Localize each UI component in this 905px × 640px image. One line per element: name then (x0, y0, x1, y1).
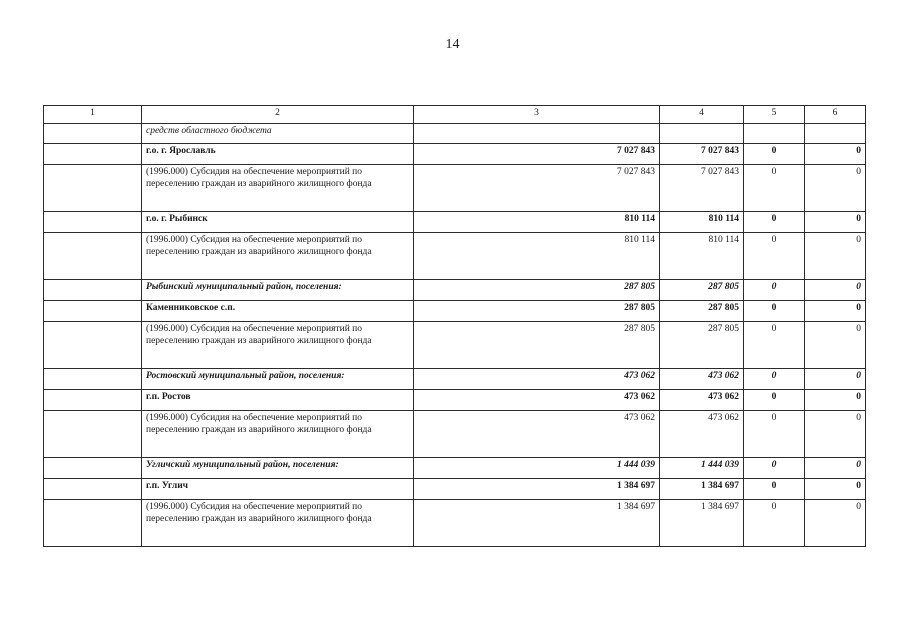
row-number-cell (44, 212, 142, 233)
amount-cell: 0 (744, 411, 805, 458)
row-name-cell: (1996.000) Субсидия на обеспечение мероприятий по переселению граждан из аварийного жилищного фонда (142, 411, 414, 458)
amount-cell: 0 (805, 280, 866, 301)
amount-cell: 1 444 039 (414, 458, 660, 479)
amount-cell: 0 (744, 369, 805, 390)
row-number-cell (44, 233, 142, 280)
amount-cell: 0 (805, 369, 866, 390)
amount-cell: 0 (744, 212, 805, 233)
row-name-cell: г.п. Ростов (142, 390, 414, 411)
amount-cell (805, 124, 866, 144)
amount-cell: 0 (805, 144, 866, 165)
row-number-cell (44, 500, 142, 547)
amount-cell: 7 027 843 (660, 144, 744, 165)
amount-cell: 287 805 (660, 322, 744, 369)
table-row (44, 411, 866, 458)
amount-cell (660, 124, 744, 144)
amount-cell: 0 (805, 212, 866, 233)
amount-cell: 0 (744, 390, 805, 411)
row-number-cell (44, 280, 142, 301)
amount-cell: 0 (744, 301, 805, 322)
table-row (44, 500, 866, 547)
amount-cell: 0 (744, 500, 805, 547)
row-name-cell: г.о. г. Рыбинск (142, 212, 414, 233)
amount-cell: 1 384 697 (660, 500, 744, 547)
amount-cell: 1 384 697 (414, 479, 660, 500)
table-row (44, 458, 866, 479)
column-header: 6 (805, 106, 866, 124)
amount-cell: 0 (805, 322, 866, 369)
table-header-row (44, 106, 866, 124)
amount-cell: 810 114 (660, 233, 744, 280)
amount-cell: 0 (805, 458, 866, 479)
amount-cell: 0 (805, 233, 866, 280)
amount-cell: 1 444 039 (660, 458, 744, 479)
amount-cell: 0 (805, 500, 866, 547)
amount-cell: 810 114 (660, 212, 744, 233)
table-row (44, 165, 866, 212)
row-number-cell (44, 458, 142, 479)
column-header: 3 (414, 106, 660, 124)
amount-cell: 287 805 (414, 301, 660, 322)
row-number-cell (44, 369, 142, 390)
table-row (44, 233, 866, 280)
table-row (44, 479, 866, 500)
row-name-cell: Рыбинский муниципальный район, поселения: (142, 280, 414, 301)
table-row (44, 390, 866, 411)
row-name-cell: средств областного бюджета (142, 124, 414, 144)
amount-cell: 0 (744, 144, 805, 165)
table-row (44, 301, 866, 322)
row-name-cell: г.п. Углич (142, 479, 414, 500)
amount-cell: 0 (744, 280, 805, 301)
amount-cell: 7 027 843 (414, 144, 660, 165)
row-name-cell: г.о. г. Ярославль (142, 144, 414, 165)
amount-cell: 473 062 (414, 390, 660, 411)
row-name-cell: Угличский муниципальный район, поселения: (142, 458, 414, 479)
amount-cell: 473 062 (660, 369, 744, 390)
row-number-cell (44, 301, 142, 322)
amount-cell: 0 (805, 479, 866, 500)
row-name-cell: (1996.000) Субсидия на обеспечение мероприятий по переселению граждан из аварийного жилищного фонда (142, 500, 414, 547)
row-name-cell: (1996.000) Субсидия на обеспечение мероприятий по переселению граждан из аварийного жилищного фонда (142, 322, 414, 369)
row-number-cell (44, 124, 142, 144)
row-number-cell (44, 411, 142, 458)
amount-cell: 7 027 843 (660, 165, 744, 212)
amount-cell: 0 (744, 165, 805, 212)
amount-cell: 287 805 (414, 280, 660, 301)
row-number-cell (44, 479, 142, 500)
amount-cell: 1 384 697 (660, 479, 744, 500)
amount-cell (744, 124, 805, 144)
amount-cell: 473 062 (660, 390, 744, 411)
table-row (44, 212, 866, 233)
amount-cell: 287 805 (660, 280, 744, 301)
column-header: 2 (142, 106, 414, 124)
amount-cell: 0 (805, 411, 866, 458)
row-number-cell (44, 144, 142, 165)
amount-cell: 287 805 (660, 301, 744, 322)
amount-cell: 0 (805, 165, 866, 212)
row-name-cell: (1996.000) Субсидия на обеспечение мероприятий по переселению граждан из аварийного жилищного фонда (142, 233, 414, 280)
amount-cell: 0 (744, 479, 805, 500)
amount-cell: 0 (805, 301, 866, 322)
amount-cell: 473 062 (660, 411, 744, 458)
amount-cell: 0 (805, 390, 866, 411)
amount-cell (414, 124, 660, 144)
column-header: 5 (744, 106, 805, 124)
table-row (44, 144, 866, 165)
table-row (44, 369, 866, 390)
amount-cell: 7 027 843 (414, 165, 660, 212)
row-number-cell (44, 165, 142, 212)
row-name-cell: (1996.000) Субсидия на обеспечение мероприятий по переселению граждан из аварийного жилищного фонда (142, 165, 414, 212)
amount-cell: 287 805 (414, 322, 660, 369)
amount-cell: 1 384 697 (414, 500, 660, 547)
budget-table (43, 105, 866, 547)
column-header: 1 (44, 106, 142, 124)
table-row (44, 322, 866, 369)
column-header: 4 (660, 106, 744, 124)
amount-cell: 0 (744, 322, 805, 369)
row-number-cell (44, 322, 142, 369)
amount-cell: 473 062 (414, 369, 660, 390)
amount-cell: 810 114 (414, 212, 660, 233)
amount-cell: 0 (744, 458, 805, 479)
table-row (44, 124, 866, 144)
amount-cell: 810 114 (414, 233, 660, 280)
amount-cell: 473 062 (414, 411, 660, 458)
page-number: 14 (445, 37, 460, 52)
row-name-cell: Каменниковское с.п. (142, 301, 414, 322)
row-number-cell (44, 390, 142, 411)
amount-cell: 0 (744, 233, 805, 280)
row-name-cell: Ростовский муниципальный район, поселения: (142, 369, 414, 390)
table-row (44, 280, 866, 301)
